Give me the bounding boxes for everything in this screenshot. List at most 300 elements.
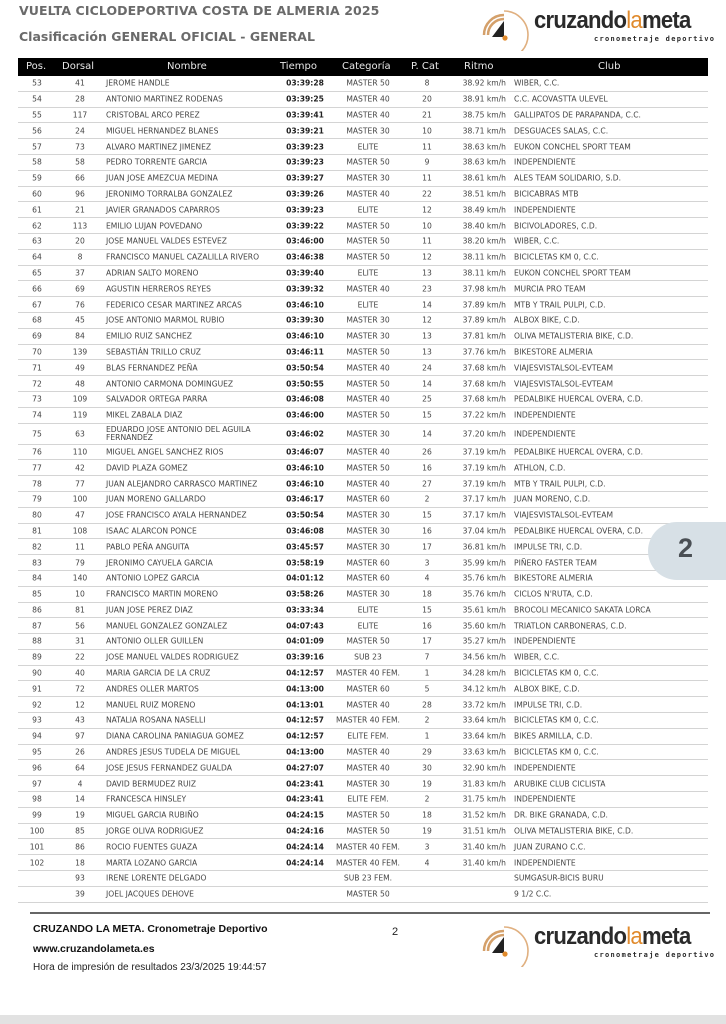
cell-dorsal: 85 [75, 826, 85, 836]
cell-categoria: ELITE [357, 300, 379, 310]
cell-nombre: JUAN MORENO GALLARDO [106, 494, 206, 504]
cell-ritmo: 38.61 km/h [462, 173, 506, 183]
cell-dorsal: 139 [72, 347, 88, 357]
cell-nombre: MIGUEL HERNANDEZ BLANES [106, 126, 219, 136]
cell-ritmo: 34.56 km/h [462, 652, 506, 662]
cell-pos: 92 [32, 700, 42, 710]
cell-club: ARUBIKE CLUB CICLISTA [514, 779, 606, 789]
cell-tiempo: 03:46:38 [286, 252, 324, 262]
cell-nombre: FRANCISCO MANUEL CAZALILLA RIVERO [106, 252, 260, 262]
cell-ritmo: 38.71 km/h [462, 126, 506, 136]
cell-club: EUKON CONCHEL SPORT TEAM [514, 142, 631, 152]
cell-ritmo: 33.64 km/h [462, 731, 506, 741]
table-row [18, 887, 708, 903]
cell-tiempo: 03:46:00 [286, 236, 324, 246]
cell-ritmo: 38.63 km/h [462, 157, 506, 167]
cell-ritmo: 33.63 km/h [462, 747, 506, 757]
cell-ritmo: 37.17 km/h [462, 510, 506, 520]
cell-pos: 77 [32, 463, 42, 473]
cell-dorsal: 113 [72, 221, 88, 231]
cell-club: INDEPENDIENTE [514, 429, 576, 439]
cell-dorsal: 26 [75, 747, 85, 757]
cell-club: SUMGASUR-BICIS BURU [514, 873, 604, 883]
cell-tiempo: 03:50:54 [286, 510, 324, 520]
cell-pcat: 12 [422, 205, 432, 215]
cell-nombre: DAVID PLAZA GOMEZ [106, 463, 188, 473]
cell-pcat: 18 [422, 589, 432, 599]
cell-dorsal: 140 [72, 573, 88, 583]
cell-dorsal: 43 [75, 715, 85, 725]
cell-tiempo: 04:07:43 [286, 621, 324, 631]
cell-ritmo: 35.76 km/h [462, 573, 506, 583]
cell-tiempo: 03:39:16 [286, 652, 324, 662]
cell-tiempo: 03:39:40 [286, 268, 324, 278]
cell-ritmo: 38.49 km/h [462, 205, 506, 215]
cell-nombre: FEDERICO CESAR MARTINEZ ARCAS [106, 300, 242, 310]
cell-categoria: ELITE [357, 142, 379, 152]
table-row [18, 424, 708, 445]
cell-tiempo: 04:12:57 [286, 715, 324, 725]
cell-pcat: 4 [424, 858, 430, 868]
cell-categoria: MASTER 30 [346, 542, 390, 552]
cell-club: ALBOX BIKE, C.D. [514, 315, 580, 325]
cell-club: CICLOS N'RUTA, C.D. [514, 589, 593, 599]
logo-word-meta: meta [641, 7, 691, 34]
cell-dorsal: 39 [75, 889, 85, 899]
cell-tiempo: 04:23:41 [286, 779, 324, 789]
cell-tiempo: 03:39:30 [286, 315, 324, 325]
cell-nombre: FRANCISCO MARTIN MORENO [106, 589, 218, 599]
cell-club: INDEPENDIENTE [514, 794, 576, 804]
cell-categoria: MASTER 40 [346, 189, 390, 199]
table-row [18, 587, 708, 603]
cell-pos: 79 [32, 494, 42, 504]
cell-nombre: JUAN ALEJANDRO CARRASCO MARTINEZ [106, 479, 258, 489]
cell-pos: 71 [32, 363, 42, 373]
cell-pcat: 13 [422, 347, 432, 357]
cell-dorsal: 37 [75, 268, 85, 278]
cell-dorsal: 73 [75, 142, 85, 152]
cell-ritmo: 37.20 km/h [462, 429, 506, 439]
table-row [18, 376, 708, 392]
cell-tiempo: 03:39:28 [286, 78, 324, 88]
table-row [18, 808, 708, 824]
cell-pos: 63 [32, 236, 42, 246]
cell-pos: 96 [32, 763, 42, 773]
cell-tiempo: 04:24:14 [286, 842, 324, 852]
cell-pcat: 27 [422, 479, 432, 489]
cell-dorsal: 63 [75, 429, 85, 439]
cell-dorsal: 49 [75, 363, 85, 373]
cell-categoria: MASTER 40 [346, 763, 390, 773]
cell-tiempo: 04:13:00 [286, 684, 324, 694]
cell-dorsal: 19 [75, 810, 85, 820]
table-row [18, 187, 708, 203]
cell-pcat: 3 [424, 842, 430, 852]
cell-dorsal: 81 [75, 605, 85, 615]
cell-pos: 80 [32, 510, 42, 520]
cell-pos: 102 [29, 858, 45, 868]
cell-pos: 99 [32, 810, 42, 820]
cell-categoria: MASTER 50 [346, 463, 390, 473]
cell-club: DESGUACES SALAS, C.C. [514, 126, 609, 136]
cell-pos: 88 [32, 636, 42, 646]
col-nombre: Nombre [167, 61, 207, 72]
footer-website[interactable]: www.cruzandolameta.es [33, 943, 155, 955]
table-row [18, 650, 708, 666]
cell-nombre: MANUEL GONZALEZ GONZALEZ [106, 621, 228, 631]
cell-ritmo: 35.99 km/h [462, 558, 506, 567]
cell-ritmo: 38.11 km/h [462, 268, 506, 278]
cell-club: C.C. ACOVASTTA ULEVEL [514, 94, 608, 104]
cell-nombre: EMILIO RUIZ SANCHEZ [106, 331, 192, 341]
cell-club: ATHLON, C.D. [514, 463, 566, 473]
cell-nombre: JERONIMO CAYUELA GARCIA [106, 558, 213, 567]
cell-club: 9 1/2 C.C. [514, 889, 552, 899]
cell-pcat: 2 [424, 715, 430, 725]
cell-pos: 97 [32, 779, 42, 789]
col-pcat: P. Cat [411, 61, 439, 72]
cell-tiempo: 03:46:07 [286, 447, 324, 457]
cell-tiempo: 03:50:54 [286, 363, 324, 373]
cell-club: JUAN ZURANO C.C. [514, 842, 586, 852]
cell-pos: 95 [32, 747, 42, 757]
cell-pcat: 7 [424, 652, 430, 662]
cell-pos: 61 [32, 205, 42, 215]
cell-nombre: ANDRES OLLER MARTOS [106, 684, 199, 694]
table-row [18, 839, 708, 855]
cell-dorsal: 10 [75, 589, 85, 599]
table-row [18, 697, 708, 713]
cell-dorsal: 117 [72, 110, 88, 120]
cell-tiempo: 04:24:15 [286, 810, 324, 820]
cell-ritmo: 34.28 km/h [462, 668, 506, 678]
cell-categoria: SUB 23 [354, 652, 382, 662]
cell-pos: 91 [32, 684, 42, 694]
cell-pos: 89 [32, 652, 42, 662]
table-row [18, 492, 708, 508]
logo-tagline: cronometraje deportivo [594, 35, 716, 43]
cell-categoria: MASTER 60 [346, 573, 390, 583]
table-row [18, 123, 708, 139]
logo-wordmark [534, 923, 691, 951]
cell-club: BICICLETAS KM 0, C.C. [514, 252, 599, 262]
cell-dorsal: 77 [75, 479, 85, 489]
table-row [18, 250, 708, 266]
cell-ritmo: 31.52 km/h [462, 810, 506, 820]
cell-nombre: ADRIAN SALTO MORENO [106, 268, 199, 278]
cell-ritmo: 37.19 km/h [462, 447, 506, 457]
cell-club: ALBOX BIKE, C.D. [514, 684, 580, 694]
cell-pcat: 23 [422, 284, 432, 294]
cell-ritmo: 31.40 km/h [462, 858, 506, 868]
cell-nombre: ISAAC ALARCON PONCE [106, 526, 197, 536]
cell-categoria: MASTER 50 [346, 78, 390, 88]
cell-nombre: AGUSTIN HERREROS REYES [106, 284, 211, 294]
cell-club: GALLIPATOS DE PARAPANDA, C.C. [514, 110, 641, 120]
cell-pos: 75 [32, 429, 42, 439]
cell-nombre: EMILIO LUJAN POVEDANO [106, 221, 203, 231]
cell-dorsal: 28 [75, 94, 85, 104]
table-row [18, 681, 708, 697]
table-row [18, 218, 708, 234]
cell-tiempo: 04:01:12 [286, 573, 324, 583]
cell-categoria: MASTER 50 [346, 252, 390, 262]
cell-pos: 57 [32, 142, 42, 152]
logo-word-la: la [626, 923, 642, 950]
table-row [18, 202, 708, 218]
cell-ritmo: 36.81 km/h [462, 542, 506, 552]
cell-pos: 84 [32, 573, 42, 583]
cell-pos: 94 [32, 731, 42, 741]
cell-dorsal: 79 [75, 558, 85, 567]
cell-tiempo: 03:39:23 [286, 157, 324, 167]
cell-pcat: 28 [422, 700, 432, 710]
table-row [18, 313, 708, 329]
cell-pcat: 1 [424, 668, 430, 678]
cell-pos: 83 [32, 558, 42, 567]
cell-nombre: JERONIMO TORRALBA GONZALEZ [106, 189, 233, 199]
footer-divider [30, 912, 710, 914]
cell-nombre: DIANA CAROLINA PANIAGUA GOMEZ [106, 731, 244, 741]
table-row [18, 745, 708, 761]
cell-club: INDEPENDIENTE [514, 636, 576, 646]
cell-categoria: MASTER 30 [346, 315, 390, 325]
table-row [18, 776, 708, 792]
cell-nombre: PABLO PEÑA ANGUITA [106, 542, 190, 552]
cell-pcat: 17 [422, 542, 432, 552]
cell-dorsal: 40 [75, 668, 85, 678]
cell-tiempo: 04:01:09 [286, 636, 324, 646]
cell-pos: 58 [32, 157, 42, 167]
cell-categoria: MASTER 40 FEM. [336, 668, 400, 678]
cell-pcat: 15 [422, 410, 432, 420]
cell-tiempo: 03:45:57 [286, 542, 324, 552]
cell-ritmo: 37.76 km/h [462, 347, 506, 357]
table-row [18, 508, 708, 524]
cell-pcat: 24 [422, 363, 432, 373]
cell-nombre: EDUARDO JOSE ANTONIO DEL AGUILA FERNANDEZ [106, 424, 251, 442]
cell-dorsal: 8 [77, 252, 83, 262]
table-row [18, 571, 708, 587]
cell-club: MURCIA PRO TEAM [514, 284, 586, 294]
cell-ritmo: 31.83 km/h [462, 779, 506, 789]
cell-tiempo: 04:13:00 [286, 747, 324, 757]
table-row [18, 445, 708, 461]
results-table-body [18, 76, 708, 903]
cell-categoria: SUB 23 FEM. [343, 873, 393, 883]
cell-tiempo: 03:33:34 [286, 605, 324, 615]
cell-ritmo: 37.68 km/h [462, 379, 506, 389]
cell-club: VIAJESVISTALSOL-EVTEAM [514, 510, 614, 520]
table-row [18, 634, 708, 650]
cell-club: WIBER, C.C. [514, 652, 560, 662]
cell-pos: 53 [32, 78, 42, 88]
cell-pos: 82 [32, 542, 42, 552]
cell-nombre: MARIA GARCIA DE LA CRUZ [106, 668, 211, 678]
cell-ritmo: 37.19 km/h [462, 463, 506, 473]
cell-nombre: JORGE OLIVA RODRIGUEZ [106, 826, 204, 836]
cell-nombre: ANTONIO LOPEZ GARCIA [106, 573, 200, 583]
logo-word-cruzando: cruzando [534, 923, 627, 950]
cell-ritmo: 37.22 km/h [462, 410, 506, 420]
cell-tiempo: 03:58:19 [286, 558, 324, 567]
cell-nombre: JOEL JACQUES DEHOVE [106, 889, 194, 899]
cell-tiempo: 03:39:32 [286, 284, 324, 294]
cell-pcat: 26 [422, 447, 432, 457]
cell-club: BICICABRAS MTB [514, 189, 579, 199]
cell-tiempo: 03:50:55 [286, 379, 324, 389]
cell-club: WIBER, C.C. [514, 236, 560, 246]
cell-pos: 65 [32, 268, 42, 278]
cell-categoria: MASTER 30 [346, 173, 390, 183]
cell-dorsal: 66 [75, 173, 85, 183]
cell-club: VIAJESVISTALSOL-EVTEAM [514, 363, 614, 373]
cell-categoria: MASTER 30 [346, 526, 390, 536]
cell-pcat: 4 [424, 573, 430, 583]
cell-pcat: 14 [422, 429, 432, 439]
cell-tiempo: 03:46:08 [286, 394, 324, 404]
cell-nombre: ANDRES JESUS TUDELA DE MIGUEL [106, 747, 240, 757]
table-row [18, 524, 708, 540]
cell-categoria: ELITE [357, 605, 379, 615]
cell-categoria: MASTER 30 [346, 331, 390, 341]
cell-dorsal: 64 [75, 763, 85, 773]
cell-dorsal: 20 [75, 236, 85, 246]
cell-pos: 81 [32, 526, 42, 536]
cell-categoria: MASTER 40 [346, 700, 390, 710]
cell-categoria: MASTER 50 [346, 221, 390, 231]
cell-categoria: MASTER 40 FEM. [336, 858, 400, 868]
cell-categoria: MASTER 30 [346, 126, 390, 136]
cell-ritmo: 37.98 km/h [462, 284, 506, 294]
cell-pcat: 12 [422, 252, 432, 262]
cell-pos: 56 [32, 126, 42, 136]
cell-nombre: JOSE ANTONIO MARMOL RUBIO [106, 315, 225, 325]
cell-tiempo: 03:39:23 [286, 205, 324, 215]
cell-club: BROCOLI MECANICO SAKATA LORCA [514, 605, 651, 615]
col-dorsal: Dorsal [62, 61, 95, 72]
cell-club: MTB Y TRAIL PULPI, C.D. [514, 479, 606, 489]
cell-nombre: CRISTOBAL ARCO PEREZ [106, 110, 200, 120]
cell-ritmo: 38.63 km/h [462, 142, 506, 152]
cell-pcat: 25 [422, 394, 432, 404]
event-title: VUELTA CICLODEPORTIVA COSTA DE ALMERIA 2025 [19, 3, 380, 18]
cell-pcat: 21 [422, 110, 432, 120]
cell-ritmo: 37.68 km/h [462, 363, 506, 373]
cell-pos: 78 [32, 479, 42, 489]
cell-dorsal: 109 [72, 394, 88, 404]
cell-nombre: JOSE FRANCISCO AYALA HERNANDEZ [106, 510, 247, 520]
cell-dorsal: 108 [72, 526, 88, 536]
cell-ritmo: 37.19 km/h [462, 479, 506, 489]
cell-pcat: 12 [422, 315, 432, 325]
cell-club: OLIVA METALISTERIA BIKE, C.D. [514, 826, 634, 836]
cell-club: PIÑERO FASTER TEAM [514, 558, 597, 567]
cell-dorsal: 86 [75, 842, 85, 852]
logo-word-la: la [626, 7, 642, 34]
cell-nombre: PEDRO TORRENTE GARCIA [106, 157, 208, 167]
cell-pos: 62 [32, 221, 42, 231]
cell-categoria: MASTER 30 [346, 510, 390, 520]
cell-nombre: JEROME HANDLE [106, 78, 170, 88]
cell-pos: 85 [32, 589, 42, 599]
cell-categoria: MASTER 30 [346, 779, 390, 789]
logo-word-meta: meta [641, 923, 691, 950]
cell-tiempo: 03:39:41 [286, 110, 324, 120]
page-indicator-badge[interactable] [648, 522, 726, 580]
cell-tiempo: 03:58:26 [286, 589, 324, 599]
cell-nombre: BLAS FERNANDEZ PEÑA [106, 363, 198, 373]
cell-nombre: JOSE MANUEL VALDES RODRIGUEZ [106, 652, 239, 662]
cell-tiempo: 03:46:17 [286, 494, 324, 504]
cell-club: BICICLETAS KM 0, C.C. [514, 747, 599, 757]
cell-pcat: 8 [424, 78, 430, 88]
cell-tiempo: 03:46:08 [286, 526, 324, 536]
table-row [18, 108, 708, 124]
table-row [18, 476, 708, 492]
table-row [18, 618, 708, 634]
cell-club: MTB Y TRAIL PULPI, C.D. [514, 300, 606, 310]
cell-pcat: 11 [422, 173, 432, 183]
logo-wordmark [534, 7, 691, 35]
cell-pos: 67 [32, 300, 42, 310]
cell-club: IMPULSE TRI, C.D. [514, 700, 583, 710]
classification-subtitle: Clasificación GENERAL OFICIAL - GENERAL [19, 29, 315, 44]
cell-categoria: MASTER 40 [346, 363, 390, 373]
cell-dorsal: 119 [72, 410, 88, 420]
cell-dorsal: 100 [72, 494, 88, 504]
cell-club: BICIVOLADORES, C.D. [514, 221, 598, 231]
cell-dorsal: 47 [75, 510, 85, 520]
cell-pcat: 16 [422, 463, 432, 473]
cell-club: DR. BIKE GRANADA, C.D. [514, 810, 608, 820]
cell-ritmo: 38.40 km/h [462, 221, 506, 231]
cell-categoria: MASTER 60 [346, 494, 390, 504]
cell-pos: 55 [32, 110, 42, 120]
cell-club: PEDALBIKE HUERCAL OVERA, C.D. [514, 447, 644, 457]
cell-tiempo: 04:13:01 [286, 700, 324, 710]
col-ritmo: Ritmo [464, 61, 494, 72]
table-row [18, 666, 708, 682]
table-header [18, 58, 708, 76]
cell-ritmo: 33.64 km/h [462, 715, 506, 725]
cell-categoria: MASTER 60 [346, 684, 390, 694]
cell-ritmo: 38.51 km/h [462, 189, 506, 199]
cell-club: BIKESTORE ALMERIA [514, 347, 593, 357]
cell-categoria: MASTER 40 [346, 110, 390, 120]
cell-club: IMPULSE TRI, C.D. [514, 542, 583, 552]
table-row [18, 539, 708, 555]
cell-tiempo: 03:39:23 [286, 142, 324, 152]
cell-dorsal: 48 [75, 379, 85, 389]
cell-club: INDEPENDIENTE [514, 205, 576, 215]
cell-ritmo: 31.40 km/h [462, 842, 506, 852]
table-row [18, 139, 708, 155]
cell-categoria: MASTER 40 FEM. [336, 842, 400, 852]
cell-dorsal: 56 [75, 621, 85, 631]
cell-pcat: 14 [422, 379, 432, 389]
cell-pos: 90 [32, 668, 42, 678]
cell-ritmo: 37.04 km/h [462, 526, 506, 536]
cell-club: EUKON CONCHEL SPORT TEAM [514, 268, 631, 278]
cell-nombre: ANTONIO CARMONA DOMINGUEZ [106, 379, 234, 389]
cell-tiempo: 03:39:25 [286, 94, 324, 104]
cell-pos: 68 [32, 315, 42, 325]
cell-tiempo: 03:39:22 [286, 221, 324, 231]
cell-ritmo: 33.72 km/h [462, 700, 506, 710]
cell-ritmo: 31.51 km/h [462, 826, 506, 836]
